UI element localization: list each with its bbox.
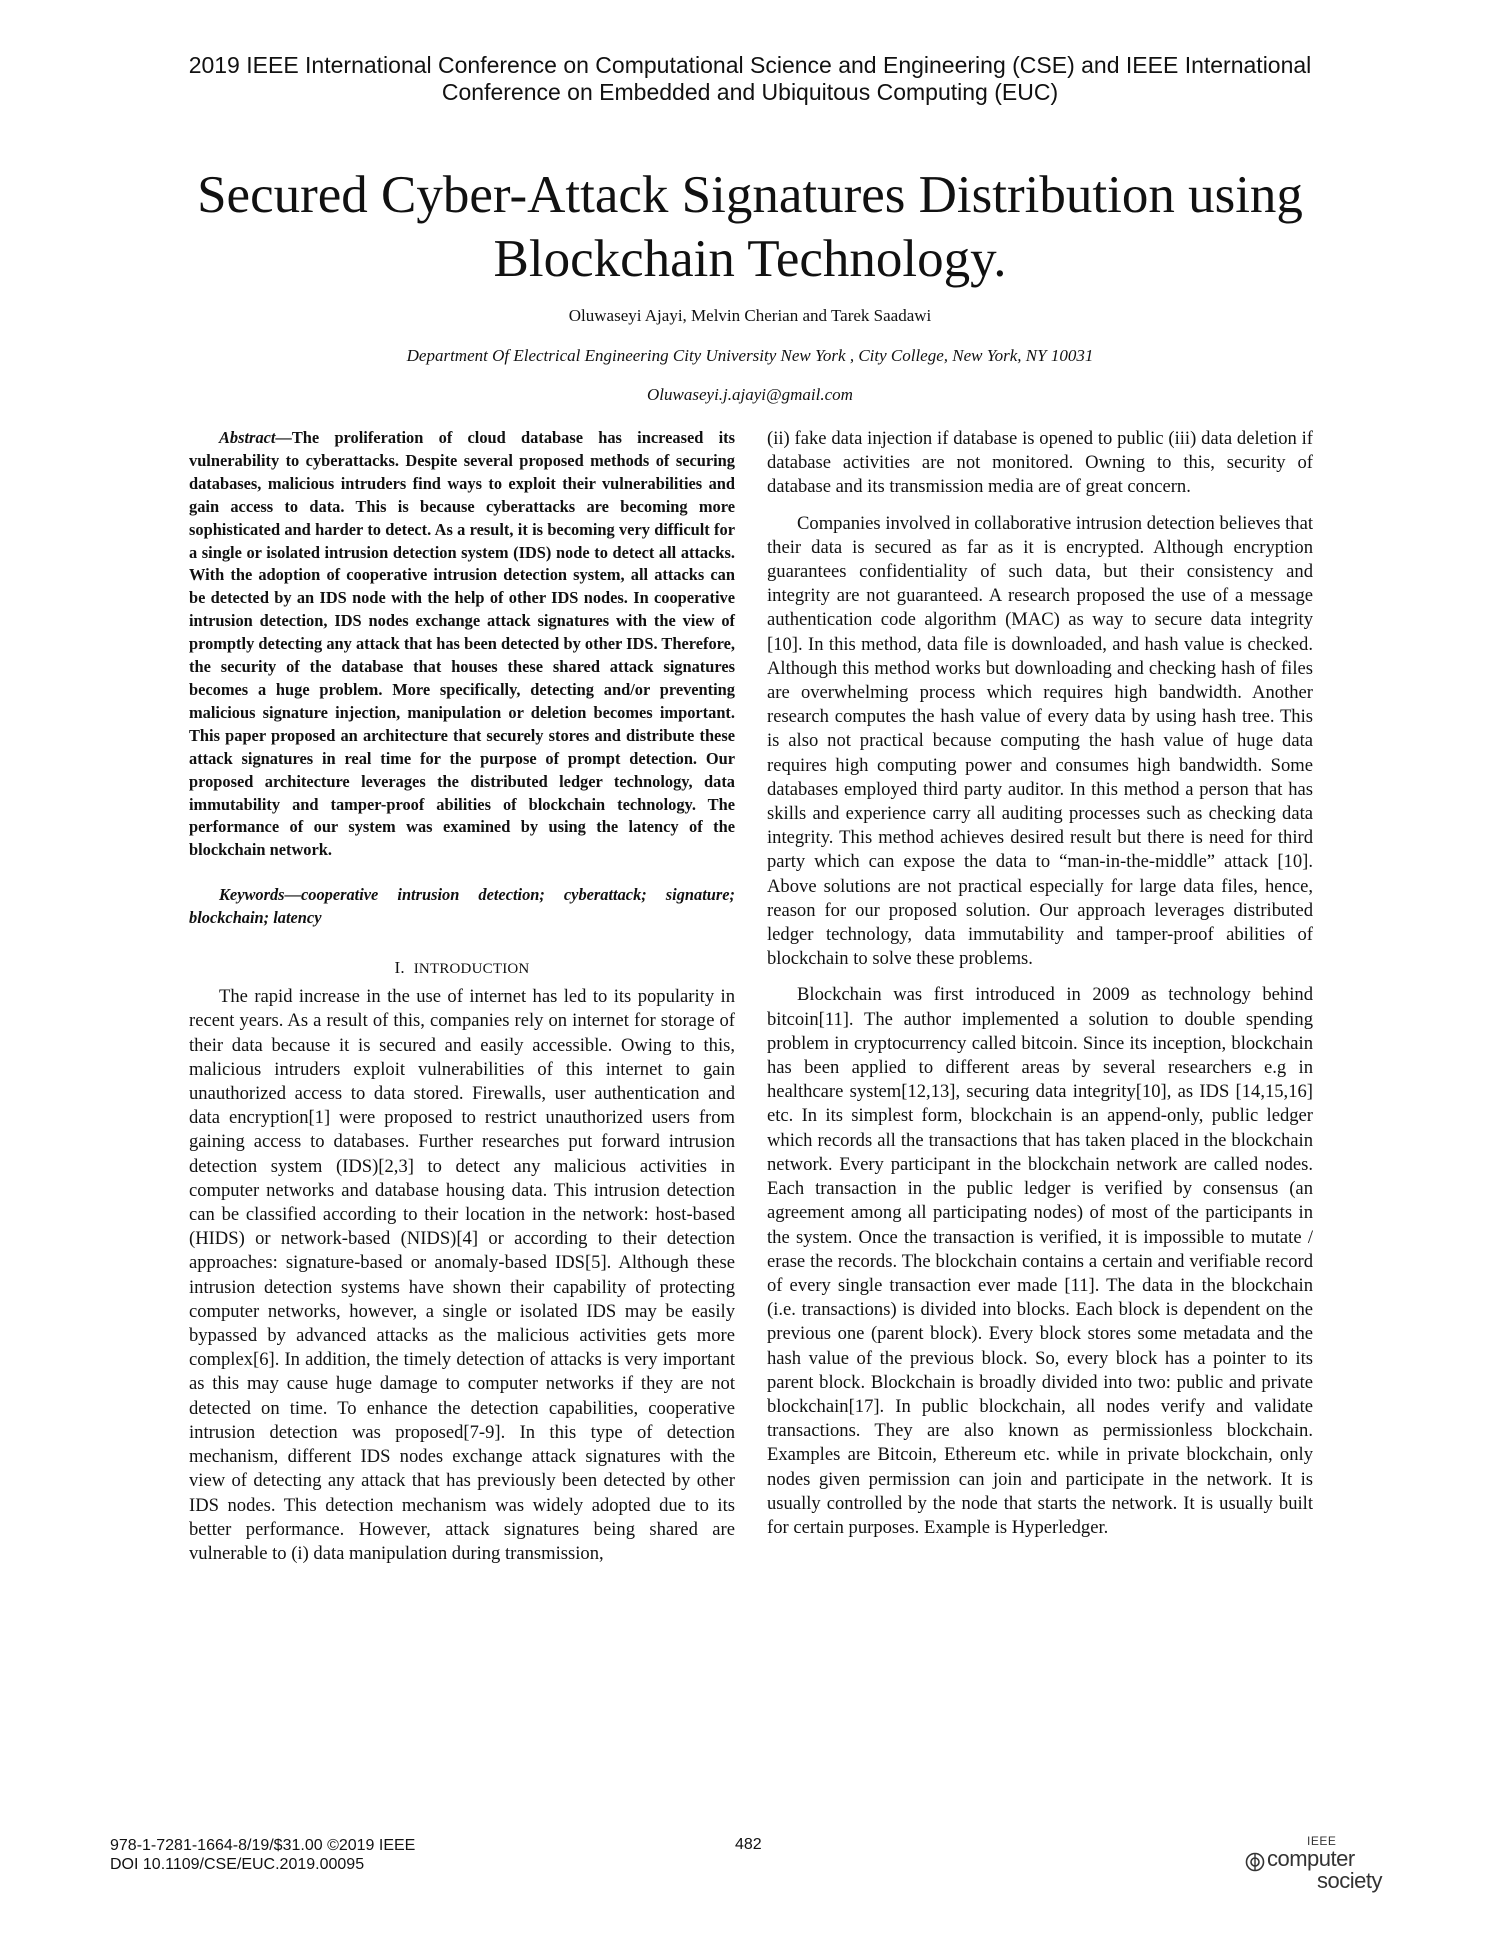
intro-paragraph-1: The rapid increase in the use of internet has led to its popularity in recent years. As a result of this, companies rely on internet for storage of their data because it is secured and easily accessible. Owing to this, malicious intruders exploit vulnerabilities of this internet to gain unauthorized access to data stored. Firewalls, user authentication and data encryption[1] were proposed to restrict unauthorized users from gaining access to databases. Further researches put forward intrusion detection system (IDS)[2,3] to detect any malicious activities in computer networks and database housing data. This intrusion detection can be classified according to their location in the network: host-based (HIDS) or network-based (NIDS)[4] or according to their detection approaches: signature-based or anomaly-based IDS[5]. Although these intrusion detection systems have shown their capability of protecting computer networks, however, a single or isolated IDS may be easily bypassed by advanced attacks as the malicious activities gets more complex[6]. In addition, the timely detection of attacks is very important as this may cause huge damage to computer networks if they are not detected on time. To enhance the detection capabilities, cooperative intrusion detection was proposed[7-9]. In this type of detection mechanism, different IDS nodes exchange attack signatures with the view of detecting any attack that has previously been detected by other IDS nodes. This detection mechanism was widely adopted due to its better performance. However, attack signatures being shared are vulnerable to (i) data manipulation during transmission, (189, 986, 735, 1564)
right-column (767, 427, 1313, 1540)
left-column (189, 427, 735, 1566)
paper-title (90, 163, 1410, 291)
keywords-text: cooperative intrusion detection; cyberattack; signature; blockchain; latency (189, 885, 735, 928)
keywords-label: Keywords— (219, 885, 301, 905)
paper-title-line1: Secured Cyber-Attack Signatures Distribution using (197, 166, 1303, 224)
footer-copyright (110, 1836, 415, 1874)
keywords (189, 884, 735, 930)
conference-header (60, 52, 1440, 106)
paper-title-line2: Blockchain Technology. (493, 230, 1007, 288)
computer-society-icon (1245, 1852, 1265, 1872)
conference-header-line2: Conference on Embedded and Ubiquitous Computing (EUC) (441, 79, 1059, 105)
abstract-text: The proliferation of cloud database has increased its vulnerability to cyberattacks. Despite several proposed methods of securing databases, malicious intruders find ways to exploit their vulnerabilities and gain access to data. This is because cyberattacks are becoming more sophisticated and harder to detect. As a result, it is becoming very difficult for a single or isolated intrusion detection system (IDS) node to detect all attacks. With the adoption of cooperative intrusion detection system, all attacks can be detected by an IDS node with the help of other IDS nodes. In cooperative intrusion detection, IDS nodes exchange attack signatures with the view of promptly detecting any attack that has been detected by other IDS. Therefore, the security of the database that houses these shared attack signatures becomes a huge problem. More specifically, detecting and/or preventing malicious signature injection, manipulation or deletion becomes important. This paper proposed an architecture that securely stores and distribute these attack signatures in real time for the purpose of prompt detection. Our proposed architecture leverages the distributed ledger technology, data immutability and tamper-proof abilities of blockchain technology. The performance of our system was examined by using the latency of the blockchain network. (189, 428, 735, 860)
conference-header-line1: 2019 IEEE International Conference on Computational Science and Engineering (CSE) and IEEE International (188, 52, 1312, 78)
section-heading-introduction (189, 956, 735, 981)
intro-paragraph-3: Companies involved in collaborative intrusion detection believes that their data is secured as far as it is encrypted. Although encryption guarantees confidentiality of such data, but their consistency and integrity are not guaranteed. A research proposed the use of a message authentication code algorithm (MAC) as way to secure data integrity [10]. In this method, data file is downloaded, and hash value is checked. Although this method works but downloading and checking hash of files are overwhelming process which requires high bandwidth. Another research computes the hash value of every data by using hash tree. This is also not practical because computing the hash value of huge data requires high computing power and consumes high bandwidth. Some databases employed third party auditor. In this method a person that has skills and experience carry all auditing processes such as checking data integrity. This method achieves desired result but there is need for third party which can expose the data to “man-in-the-middle” attack [10]. Above solutions are not practical especially for large data files, hence, reason for our proposed solution. Our approach leverages distributed ledger technology, data immutability and tamper-proof abilities of blockchain to solve these problems. (767, 512, 1313, 970)
footer-isbn: 978-1-7281-1664-8/19/$31.00 ©2019 IEEE (110, 1837, 416, 1854)
abstract (189, 427, 735, 862)
logo-ieee-text: IEEE (1307, 1834, 1337, 1848)
section-title: INTRODUCTION (413, 961, 530, 978)
logo-word-computer: computer (1267, 1846, 1355, 1871)
footer-doi: DOI 10.1109/CSE/EUC.2019.00095 (110, 1856, 365, 1873)
intro-paragraph-2: (ii) fake data injection if database is opened to public (iii) data deletion if database activities are not monitored. Owning to this, security of database and its transmission media are of great concern. (767, 428, 1313, 498)
page-number: 482 (735, 1836, 762, 1853)
section-number: I. (394, 958, 405, 978)
authors: Oluwaseyi Ajayi, Melvin Cherian and Tarek Saadawi (568, 306, 932, 325)
intro-paragraph-4: Blockchain was first introduced in 2009 as technology behind bitcoin[11]. The author implemented a solution to double spending problem in cryptocurrency called bitcoin. Since its inception, blockchain has been applied to different areas by several researchers e.g in healthcare system[12,13], securing data integrity[10], as IDS [14,15,16] etc. In its simplest form, blockchain is an append-only, public ledger which records all the transactions that has taken placed in the blockchain network. Every participant in the blockchain network are called nodes. Each transaction in the public ledger is verified by consensus (an agreement among all participating nodes) of most of the participants in the system. Once the transaction is verified, it is impossible to mutate / erase the records. The blockchain contains a certain and verifiable record of every single transaction ever made [11]. The data in the blockchain (i.e. transactions) is divided into blocks. Each block is dependent on the previous one (parent block). Every block stores some metadata and the hash value of the previous block. So, every block has a pointer to its parent block. Blockchain is broadly divided into two: public and private blockchain[17]. In public blockchain, all nodes verify and validate transactions. They are also known as permissionless blockchain. Examples are Bitcoin, Ethereum etc. while in private blockchain, only nodes given permission can join and participate in the network. It is usually controlled by the node that starts the network. It is usually built for certain purposes. Example is Hyperledger. (767, 984, 1313, 1538)
affiliation: Department Of Electrical Engineering City University New York , City College, New York, NY 10031 (406, 346, 1094, 365)
abstract-label: Abstract— (219, 428, 292, 447)
logo-word-society: society (1317, 1868, 1382, 1893)
author-email: Oluwaseyi.j.ajayi@gmail.com (647, 385, 853, 404)
computer-society-logo (1245, 1832, 1405, 1892)
